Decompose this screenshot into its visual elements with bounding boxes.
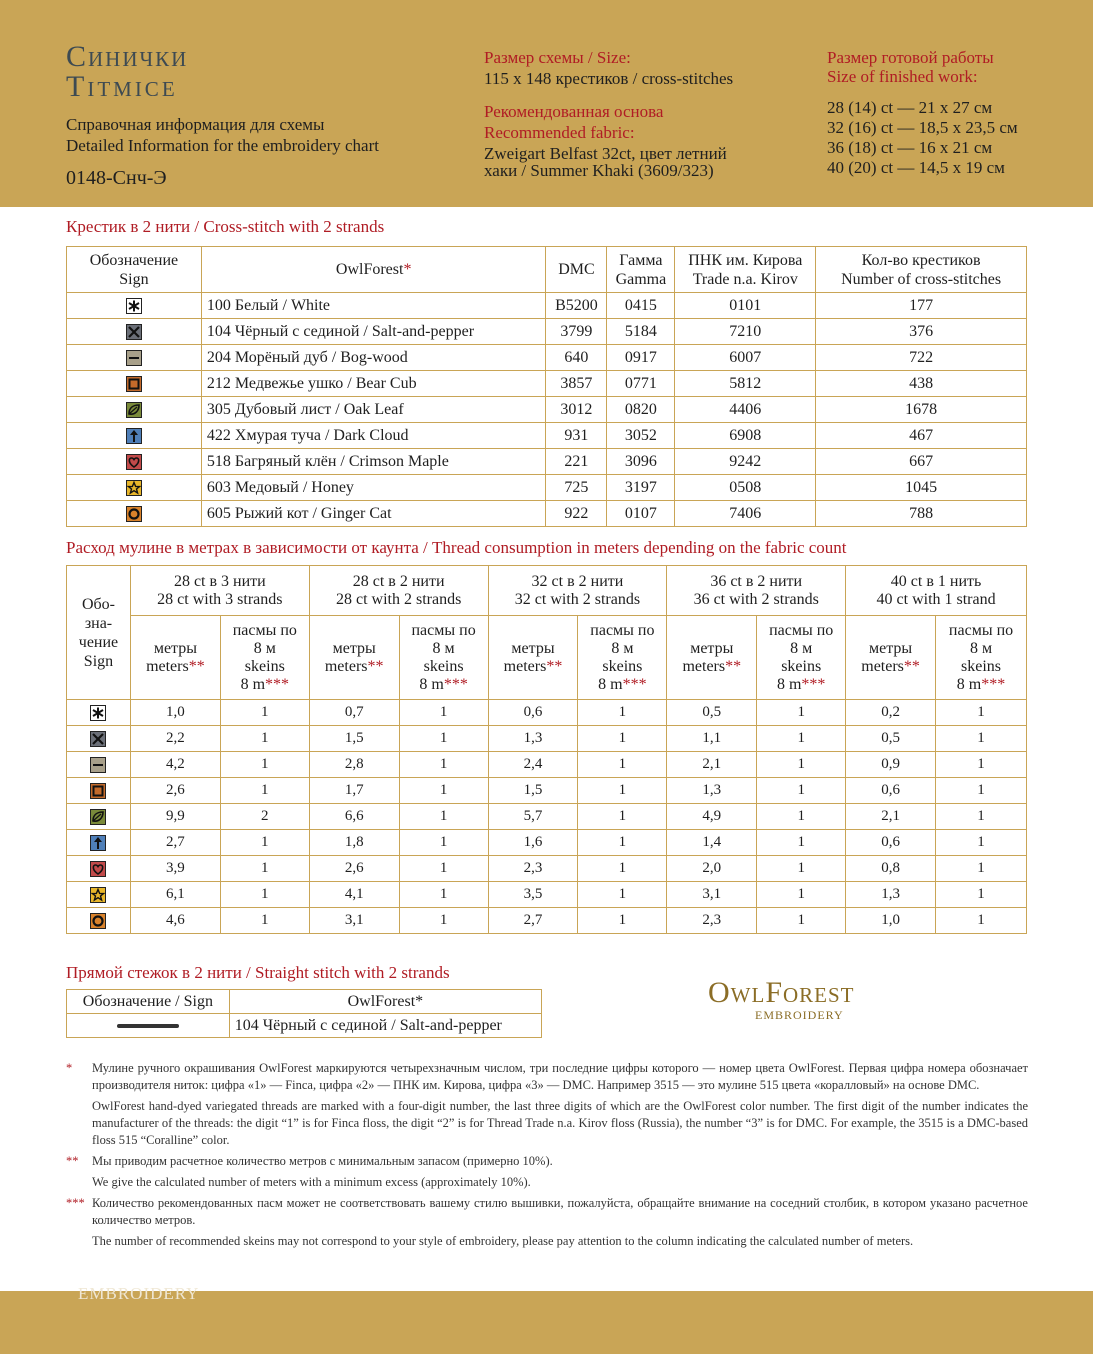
- skeins-cell: 1: [220, 908, 309, 934]
- col-gamma: Гамма Gamma: [607, 247, 675, 293]
- meters-cell: 6,1: [130, 882, 220, 908]
- dash-square-icon: [126, 350, 142, 366]
- table-row: [67, 804, 1027, 830]
- pnk-cell: 9242: [675, 449, 816, 475]
- skeins-cell: 1: [757, 908, 846, 934]
- meters-cell: 5,7: [488, 804, 578, 830]
- sign-cell: [67, 423, 202, 449]
- circle-icon: [90, 913, 106, 929]
- dmc-cell: 640: [546, 345, 607, 371]
- group-header: 40 ct в 1 нить 40 ct with 1 strand: [846, 566, 1027, 616]
- meters-cell: 1,3: [846, 882, 936, 908]
- sign-cell: [67, 449, 202, 475]
- dmc-cell: 922: [546, 501, 607, 527]
- footnote-mark: **: [66, 1154, 79, 1168]
- brand-sub: EMBROIDERY: [755, 1008, 844, 1022]
- footnote-text: OwlForest hand-dyed variegated threads are marked with a four-digit number, the last three digits of which are the OwlForest color number. The first digit of the number indicates the manufacturer of the threads: the digit “1” is for Finca floss, the digit “2” is for Thread Trade n.a. Kirov floss (Russia), the number “3” is for DMC. For example, the 3515 is a DMC-based floss 515 “Coralline” color.: [92, 1099, 1028, 1147]
- consumption-table: [66, 565, 1027, 934]
- skeins-cell: 1: [936, 752, 1027, 778]
- meters-header: метры meters**: [846, 616, 936, 700]
- x-square-icon: [90, 731, 106, 747]
- skeins-cell: 1: [757, 752, 846, 778]
- meters-header: метры meters**: [130, 616, 220, 700]
- meters-cell: 2,6: [309, 856, 399, 882]
- skeins-cell: 1: [220, 830, 309, 856]
- gamma-cell: 0917: [607, 345, 675, 371]
- heart-icon: [90, 861, 106, 877]
- footnote: [66, 1060, 1028, 1094]
- gamma-cell: 0107: [607, 501, 675, 527]
- sign-cell: [67, 319, 202, 345]
- fabric-value-2: хаки / Summer Khaki (3609/323): [484, 161, 714, 180]
- skeins-cell: 1: [936, 700, 1027, 726]
- dmc-cell: 3799: [546, 319, 607, 345]
- info-en: Detailed Information for the embroidery chart: [66, 136, 379, 155]
- dmc-cell: B5200: [546, 293, 607, 319]
- name-cell: 518 Багряный клён / Crimson Maple: [201, 449, 546, 475]
- meters-cell: 1,0: [130, 700, 220, 726]
- meters-cell: 1,5: [309, 726, 399, 752]
- fabric-value-1: Zweigart Belfast 32ct, цвет летний: [484, 144, 727, 163]
- skeins-cell: 1: [220, 726, 309, 752]
- sign-cell: [67, 830, 131, 856]
- skeins-header: пасмы по 8 м skeins 8 m***: [399, 616, 488, 700]
- meters-cell: 9,9: [130, 804, 220, 830]
- sign-cell: [67, 475, 202, 501]
- footnotes: [66, 1060, 1028, 1254]
- finished-size-32: 32 (16) ct — 18,5 x 23,5 см: [827, 118, 1018, 137]
- footnote-mark: [66, 1174, 92, 1191]
- count-cell: 467: [816, 423, 1027, 449]
- count-cell: 177: [816, 293, 1027, 319]
- skeins-cell: 1: [578, 700, 667, 726]
- meters-cell: 1,1: [667, 726, 757, 752]
- table-row: [67, 293, 1027, 319]
- meters-cell: 2,7: [130, 830, 220, 856]
- skeins-cell: 1: [757, 726, 846, 752]
- name-cell: 100 Белый / White: [201, 293, 546, 319]
- straight-stitch-table: [66, 989, 542, 1038]
- skeins-cell: 1: [936, 908, 1027, 934]
- skeins-cell: 1: [757, 830, 846, 856]
- table-row: [67, 882, 1027, 908]
- square-in-square-icon: [90, 783, 106, 799]
- meters-cell: 1,3: [488, 726, 578, 752]
- title-ru: Синички: [66, 40, 189, 73]
- table-row: [67, 319, 1027, 345]
- skeins-header: пасмы по 8 м skeins 8 m***: [757, 616, 846, 700]
- col-owlforest: OwlForest*: [201, 247, 546, 293]
- meters-cell: 2,4: [488, 752, 578, 778]
- meters-cell: 0,8: [846, 856, 936, 882]
- count-cell: 1045: [816, 475, 1027, 501]
- star-icon: [126, 480, 142, 496]
- sign-cell: [67, 752, 131, 778]
- meters-cell: 3,9: [130, 856, 220, 882]
- skeins-cell: 1: [220, 882, 309, 908]
- meters-cell: 3,1: [309, 908, 399, 934]
- straight-section-title: Прямой стежок в 2 нити / Straight stitch with 2 strands: [66, 963, 450, 982]
- count-cell: 438: [816, 371, 1027, 397]
- skeins-cell: 1: [399, 908, 488, 934]
- arrow-up-icon: [126, 428, 142, 444]
- meters-header: метры meters**: [309, 616, 399, 700]
- col-owlforest-3: OwlForest*: [229, 990, 541, 1014]
- skeins-cell: 1: [399, 804, 488, 830]
- pnk-cell: 5812: [675, 371, 816, 397]
- meters-cell: 3,1: [667, 882, 757, 908]
- sign-cell: [67, 700, 131, 726]
- footnote: [66, 1153, 1028, 1170]
- meters-cell: 1,0: [846, 908, 936, 934]
- table-row: [67, 449, 1027, 475]
- meters-cell: 2,1: [667, 752, 757, 778]
- straight-row-name: 104 Чёрный с сединой / Salt-and-pepper: [229, 1014, 541, 1038]
- table-row: [67, 371, 1027, 397]
- finished-label-ru: Размер готовой работы: [827, 48, 994, 67]
- footnote-text: Мы приводим расчетное количество метров с минимальным запасом (примерно 10%).: [92, 1154, 553, 1168]
- meters-cell: 0,6: [488, 700, 578, 726]
- meters-cell: 0,5: [667, 700, 757, 726]
- asterisk-icon: [126, 298, 142, 314]
- finished-size-28: 28 (14) ct — 21 x 27 см: [827, 98, 993, 117]
- cross-stitch-table: [66, 246, 1027, 527]
- pnk-cell: 6007: [675, 345, 816, 371]
- footnote: [66, 1098, 1028, 1149]
- dmc-cell: 3857: [546, 371, 607, 397]
- footnote-mark: [66, 1233, 92, 1250]
- finished-size-40: 40 (20) ct — 14,5 x 19 см: [827, 158, 1005, 177]
- skeins-cell: 1: [578, 778, 667, 804]
- gamma-cell: 3096: [607, 449, 675, 475]
- group-header: 32 ct в 2 нити 32 ct with 2 strands: [488, 566, 667, 616]
- name-cell: 204 Морёный дуб / Bog-wood: [201, 345, 546, 371]
- x-square-icon: [126, 324, 142, 340]
- skeins-header: пасмы по 8 м skeins 8 m***: [578, 616, 667, 700]
- meters-cell: 0,6: [846, 830, 936, 856]
- table-row: [67, 726, 1027, 752]
- dmc-cell: 725: [546, 475, 607, 501]
- meters-cell: 1,3: [667, 778, 757, 804]
- table-row: [67, 501, 1027, 527]
- skeins-cell: 1: [399, 778, 488, 804]
- finished-label-en: Size of finished work:: [827, 67, 978, 86]
- skeins-cell: 1: [578, 804, 667, 830]
- skeins-cell: 1: [399, 726, 488, 752]
- meters-cell: 4,2: [130, 752, 220, 778]
- star-icon: [90, 887, 106, 903]
- meters-cell: 2,3: [667, 908, 757, 934]
- table-row: [67, 908, 1027, 934]
- meters-cell: 2,3: [488, 856, 578, 882]
- gamma-cell: 0771: [607, 371, 675, 397]
- straight-line-sign: [67, 1014, 230, 1038]
- col-pnk: ПНК им. Кирова Trade n.a. Kirov: [675, 247, 816, 293]
- skeins-cell: 1: [220, 700, 309, 726]
- skeins-cell: 1: [936, 882, 1027, 908]
- skeins-cell: 1: [220, 752, 309, 778]
- pnk-cell: 4406: [675, 397, 816, 423]
- gamma-cell: 3197: [607, 475, 675, 501]
- sign-cell: [67, 501, 202, 527]
- brand-logo: OwlForest: [708, 976, 855, 1009]
- meters-cell: 0,5: [846, 726, 936, 752]
- skeins-cell: 1: [399, 752, 488, 778]
- skeins-cell: 1: [757, 700, 846, 726]
- skeins-cell: 1: [578, 830, 667, 856]
- skeins-cell: 1: [399, 830, 488, 856]
- meters-cell: 0,9: [846, 752, 936, 778]
- meters-cell: 1,6: [488, 830, 578, 856]
- skeins-cell: 1: [399, 700, 488, 726]
- gamma-cell: 0820: [607, 397, 675, 423]
- col-dmc: DMC: [546, 247, 607, 293]
- sign-cell: [67, 345, 202, 371]
- pnk-cell: 7406: [675, 501, 816, 527]
- footnote-text: Мулине ручного окрашивания OwlForest маркируются четырехзначным числом, три последние цифры которого — номер цвета OwlForest. Первая цифра номера обозначает производителя ниток: цифра «1» — Finca, цифра «2» — ПНК им. Кирова, цифра «3» — DMC. Например 3515 — это мулине 515 цвета «коралловый» на основе DMC.: [92, 1061, 1028, 1092]
- sign-cell: [67, 882, 131, 908]
- meters-cell: 4,9: [667, 804, 757, 830]
- gamma-cell: 0415: [607, 293, 675, 319]
- count-cell: 1678: [816, 397, 1027, 423]
- skeins-cell: 1: [936, 830, 1027, 856]
- table-row: [67, 397, 1027, 423]
- sign-cell: [67, 293, 202, 319]
- meters-cell: 1,7: [309, 778, 399, 804]
- square-in-square-icon: [126, 376, 142, 392]
- footnote-text: The number of recommended skeins may not correspond to your style of embroidery, please pay attention to the column indicating the calculated number of meters.: [92, 1234, 914, 1248]
- leaf-icon: [90, 809, 106, 825]
- col-sign: Обозначение Sign: [67, 247, 202, 293]
- skeins-cell: 1: [220, 856, 309, 882]
- name-cell: 422 Хмурая туча / Dark Cloud: [201, 423, 546, 449]
- sign-cell: [67, 397, 202, 423]
- footnote: [66, 1233, 1028, 1250]
- skeins-header: пасмы по 8 м skeins 8 m***: [936, 616, 1027, 700]
- skeins-cell: 1: [936, 778, 1027, 804]
- meters-cell: 1,8: [309, 830, 399, 856]
- skeins-cell: 1: [757, 804, 846, 830]
- meters-cell: 1,5: [488, 778, 578, 804]
- sign-cell: [67, 856, 131, 882]
- sign-cell: [67, 726, 131, 752]
- meters-cell: 0,2: [846, 700, 936, 726]
- finished-size-36: 36 (18) ct — 16 x 21 см: [827, 138, 993, 157]
- dash-square-icon: [90, 757, 106, 773]
- table-row: [67, 475, 1027, 501]
- sign-cell: [67, 778, 131, 804]
- asterisk-icon: [90, 705, 106, 721]
- meters-cell: 0,6: [846, 778, 936, 804]
- skeins-cell: 1: [399, 882, 488, 908]
- cross-section-title: Крестик в 2 нити / Cross-stitch with 2 strands: [66, 217, 385, 236]
- meters-cell: 1,4: [667, 830, 757, 856]
- info-ru: Справочная информация для схемы: [66, 115, 325, 134]
- name-cell: 305 Дубовый лист / Oak Leaf: [201, 397, 546, 423]
- footnote: [66, 1195, 1028, 1229]
- dmc-cell: 221: [546, 449, 607, 475]
- table-row: [67, 423, 1027, 449]
- meters-cell: 0,7: [309, 700, 399, 726]
- meters-cell: 4,6: [130, 908, 220, 934]
- meters-cell: 6,6: [309, 804, 399, 830]
- group-header: 28 ct в 2 нити 28 ct with 2 strands: [309, 566, 488, 616]
- size-label: Размер схемы / Size:: [484, 48, 631, 67]
- pnk-cell: 0101: [675, 293, 816, 319]
- footnote-mark: [66, 1098, 92, 1149]
- skeins-cell: 1: [220, 778, 309, 804]
- skeins-cell: 1: [757, 856, 846, 882]
- footnote-mark: ***: [66, 1196, 85, 1210]
- footnote-text: We give the calculated number of meters with a minimum excess (approximately 10%).: [92, 1175, 531, 1189]
- col-sign-2: Обо- зна- чение Sign: [67, 566, 131, 700]
- skeins-header: пасмы по 8 м skeins 8 m***: [220, 616, 309, 700]
- name-cell: 212 Медвежье ушко / Bear Cub: [201, 371, 546, 397]
- fabric-label-ru: Рекомендованная основа: [484, 102, 664, 121]
- meters-cell: 2,1: [846, 804, 936, 830]
- footnote-mark: *: [66, 1061, 73, 1075]
- table-row: [67, 830, 1027, 856]
- col-sign-3: Обозначение / Sign: [67, 990, 230, 1014]
- col-count: Кол-во крестиков Number of cross-stitches: [816, 247, 1027, 293]
- skeins-cell: 1: [936, 726, 1027, 752]
- line-icon: [117, 1024, 179, 1028]
- name-cell: 603 Медовый / Honey: [201, 475, 546, 501]
- meters-cell: 4,1: [309, 882, 399, 908]
- skeins-cell: 1: [578, 856, 667, 882]
- sign-cell: [67, 371, 202, 397]
- meters-cell: 2,2: [130, 726, 220, 752]
- meters-cell: 2,0: [667, 856, 757, 882]
- circle-icon: [126, 506, 142, 522]
- skeins-cell: 1: [578, 908, 667, 934]
- count-cell: 667: [816, 449, 1027, 475]
- arrow-up-icon: [90, 835, 106, 851]
- pnk-cell: 6908: [675, 423, 816, 449]
- meters-header: метры meters**: [667, 616, 757, 700]
- footer-ghost-text: EMBROIDERY: [78, 1284, 200, 1303]
- title-en: Titmice: [66, 70, 178, 103]
- skeins-cell: 1: [757, 778, 846, 804]
- sign-cell: [67, 804, 131, 830]
- name-cell: 605 Рыжий кот / Ginger Cat: [201, 501, 546, 527]
- count-cell: 788: [816, 501, 1027, 527]
- skeins-cell: 1: [578, 726, 667, 752]
- dmc-cell: 931: [546, 423, 607, 449]
- name-cell: 104 Чёрный с сединой / Salt-and-pepper: [201, 319, 546, 345]
- heart-icon: [126, 454, 142, 470]
- skeins-cell: 1: [936, 856, 1027, 882]
- skeins-cell: 1: [936, 804, 1027, 830]
- table-row: [67, 345, 1027, 371]
- count-cell: 722: [816, 345, 1027, 371]
- footnote-text: Количество рекомендованных пасм может не соответствовать вашему стилю вышивки, пожалуйста, обращайте внимание на соседний столбик, в котором указано расчетное количество метров.: [92, 1196, 1028, 1227]
- gamma-cell: 3052: [607, 423, 675, 449]
- size-value: 115 x 148 крестиков / cross-stitches: [484, 69, 734, 88]
- footnote: [66, 1174, 1028, 1191]
- consumption-section-title: Расход мулине в метрах в зависимости от каунта / Thread consumption in meters depending on the fabric count: [66, 538, 847, 557]
- gamma-cell: 5184: [607, 319, 675, 345]
- meters-cell: 2,6: [130, 778, 220, 804]
- pnk-cell: 7210: [675, 319, 816, 345]
- fabric-label-en: Recommended fabric:: [484, 123, 635, 142]
- meters-cell: 2,8: [309, 752, 399, 778]
- pnk-cell: 0508: [675, 475, 816, 501]
- meters-cell: 2,7: [488, 908, 578, 934]
- skeins-cell: 1: [578, 752, 667, 778]
- table-row: [67, 778, 1027, 804]
- dmc-cell: 3012: [546, 397, 607, 423]
- count-cell: 376: [816, 319, 1027, 345]
- skeins-cell: 1: [578, 882, 667, 908]
- table-row: [67, 700, 1027, 726]
- table-row: [67, 752, 1027, 778]
- sign-cell: [67, 908, 131, 934]
- skeins-cell: 2: [220, 804, 309, 830]
- table-row: [67, 856, 1027, 882]
- leaf-icon: [126, 402, 142, 418]
- meters-header: метры meters**: [488, 616, 578, 700]
- skeins-cell: 1: [757, 882, 846, 908]
- meters-cell: 3,5: [488, 882, 578, 908]
- skeins-cell: 1: [399, 856, 488, 882]
- group-header: 28 ct в 3 нити 28 ct with 3 strands: [130, 566, 309, 616]
- chart-code: 0148-Снч-Э: [66, 167, 167, 189]
- group-header: 36 ct в 2 нити 36 ct with 2 strands: [667, 566, 846, 616]
